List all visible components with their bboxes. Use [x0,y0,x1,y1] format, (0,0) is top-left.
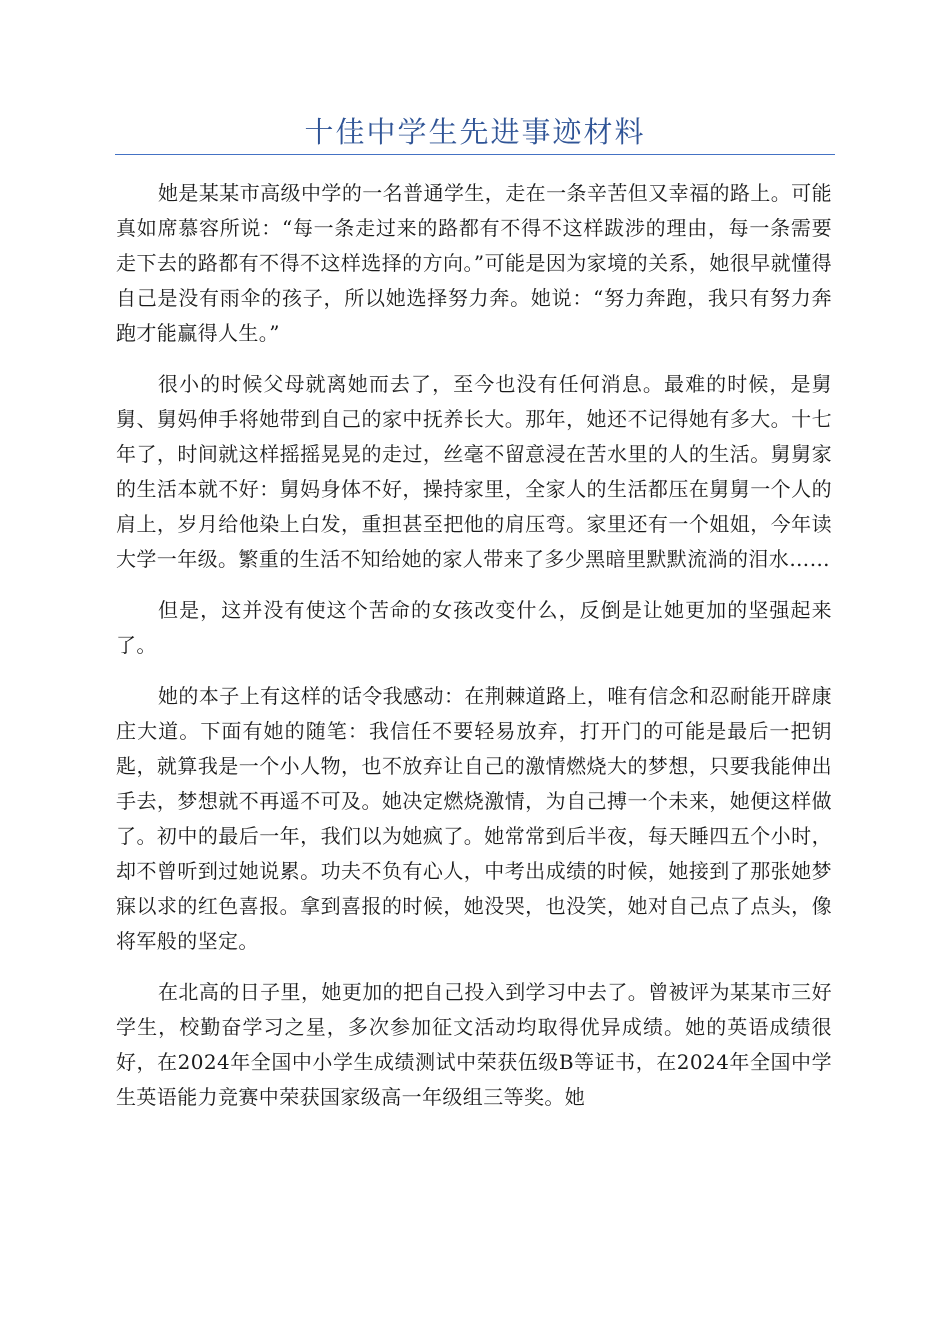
paragraph-5: 在北高的日子里，她更加的把自己投入到学习中去了。曾被评为某某市三好学生，校勤奋学习之星，多次参加征文活动均取得优异成绩。她的英语成绩很好，在2024年全国中小学生成绩测试中荣获伍级B等证书，在2024年全国中学生英语能力竞赛中荣获国家级高一年级组三等奖。她 [116,980,832,1109]
document-body [116,176,832,1131]
paragraph-4: 她的本子上有这样的话令我感动：在荆棘道路上，唯有信念和忍耐能开辟康庄大道。下面有她的随笔：我信任不要轻易放弃，打开门的可能是最后一把钥匙，就算我是一个小人物，也不放弃让自己的激情燃烧大的梦想，只要我能伸出手去，梦想就不再遥不可及。她决定燃烧激情，为自己搏一个未来，她便这样做了。初中的最后一年，我们以为她疯了。她常常到后半夜，每天睡四五个小时，却不曾听到过她说累。功夫不负有心人，中考出成绩的时候，她接到了那张她梦寐以求的红色喜报。拿到喜报的时候，她没哭，也没笑，她对自己点了点头，像将军般的坚定。 [116,684,832,953]
paragraph-2: 很小的时候父母就离她而去了，至今也没有任何消息。最难的时候，是舅舅、舅妈伸手将她带到自己的家中抚养长大。那年，她还不记得她有多大。十七年了，时间就这样摇摇晃晃的走过，丝毫不留意浸在苦水里的人的生活。舅舅家的生活本就不好：舅妈身体不好，操持家里，全家人的生活都压在舅舅一个人的肩上，岁月给他染上白发，重担甚至把他的肩压弯。家里还有一个姐姐，今年读大学一年级。繁重的生活不知给她的家人带来了多少黑暗里默默流淌的泪水…… [116,372,832,571]
paragraph-3: 但是，这并没有使这个苦命的女孩改变什么，反倒是让她更加的坚强起来了。 [116,598,832,657]
paragraph-1: 她是某某市高级中学的一名普通学生，走在一条辛苦但又幸福的路上。可能真如席慕容所说：“每一条走过来的路都有不得不这样跋涉的理由，每一条需要走下去的路都有不得不这样选择的方向。”可能是因为家境的关系，她很早就懂得自己是没有雨伞的孩子，所以她选择努力奔。她说：“努力奔跑，我只有努力奔跑才能赢得人生。” [116,181,832,345]
title-underline [115,154,835,155]
document-title: 十佳中学生先进事迹材料 [304,115,646,149]
